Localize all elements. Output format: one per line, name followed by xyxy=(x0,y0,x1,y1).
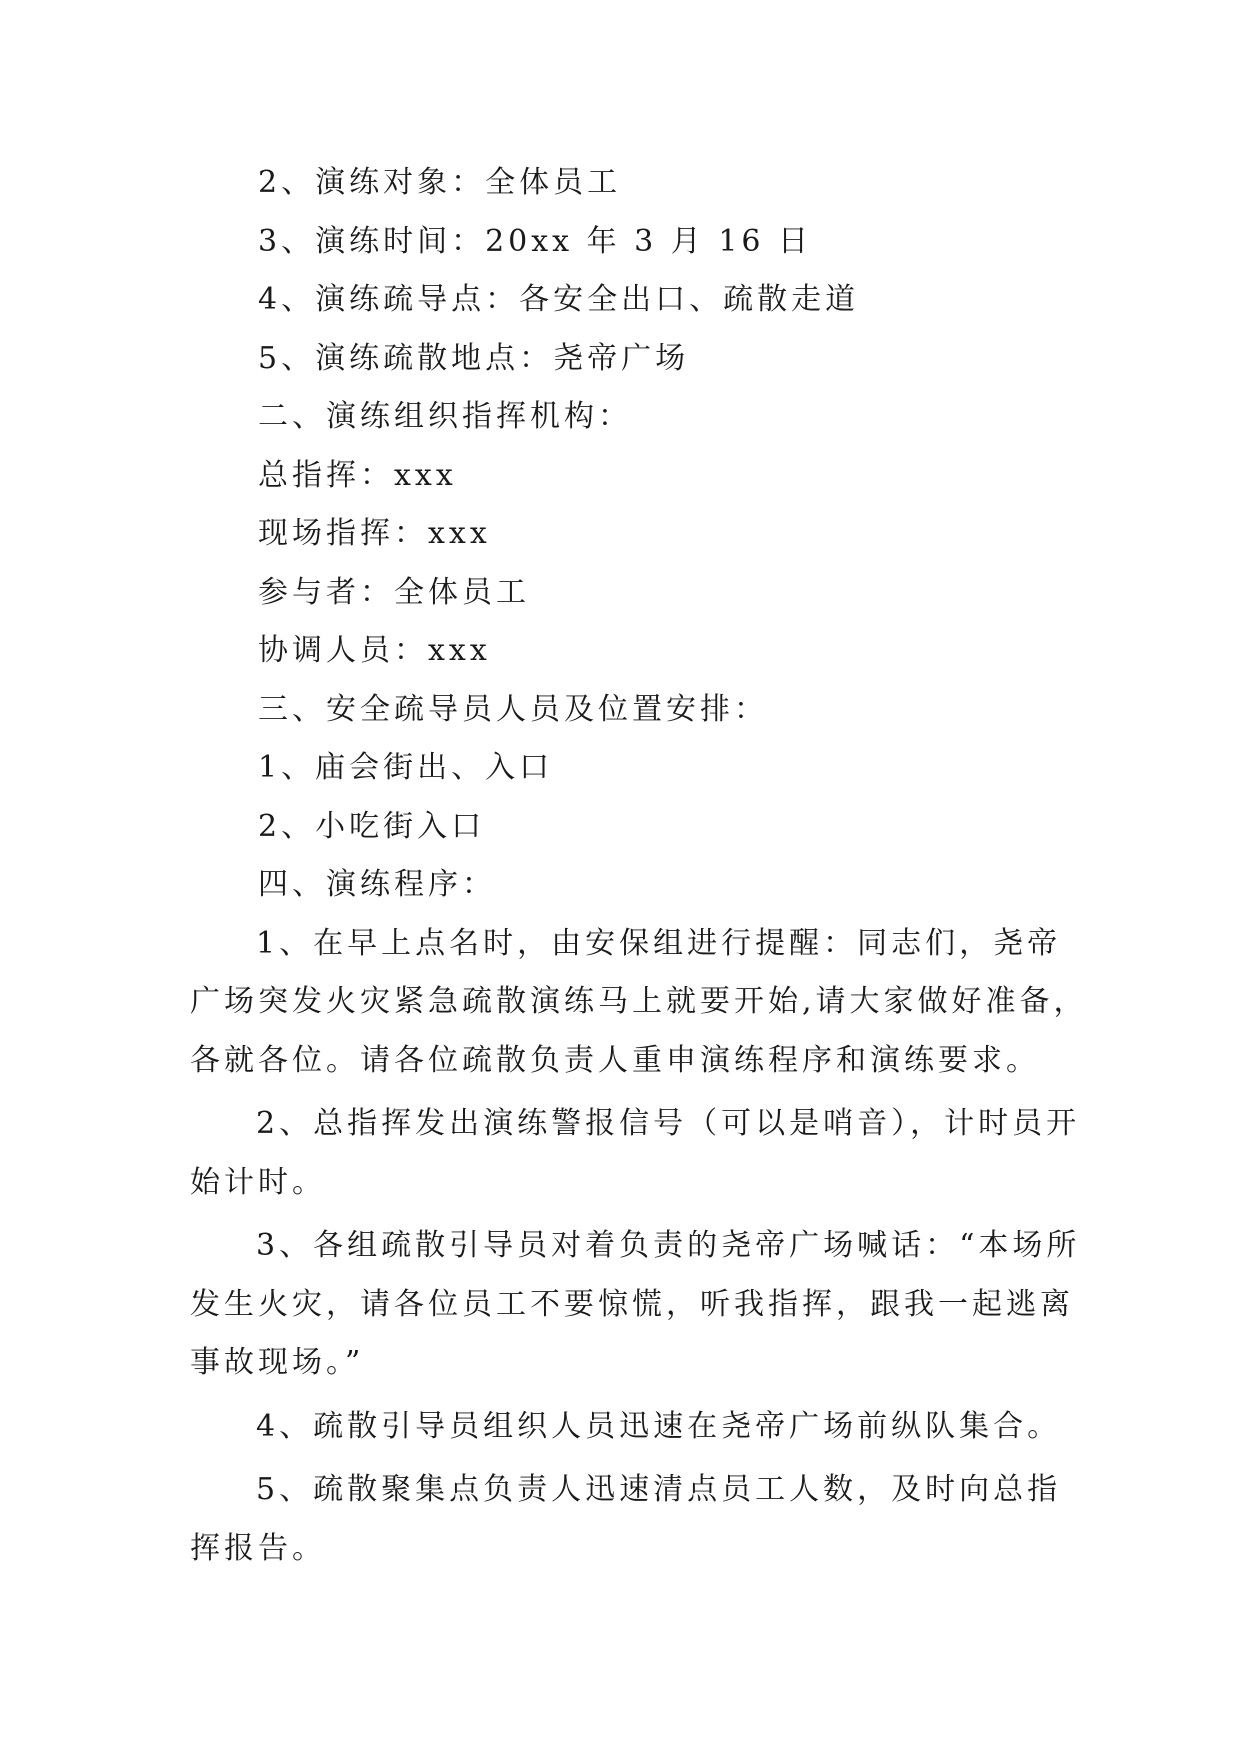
procedure-step-line: 事故现场。” xyxy=(190,1345,365,1380)
procedure-step-line: 发生火灾，请各位员工不要惊慌，听我指挥，跟我一起逃离 xyxy=(190,1286,1074,1322)
procedure-step xyxy=(190,1095,1081,1212)
procedure-step-line: 始计时。 xyxy=(190,1164,326,1200)
procedure-step-line: 5、疏散聚集点负责人迅速清点员工人数，及时向总指 xyxy=(256,1472,1062,1507)
role-commander: 总指挥：xxx xyxy=(258,457,457,493)
document-body xyxy=(190,154,1088,1583)
procedure-step-line: 广场突发火灾紧急疏散演练马上就要开始,请大家做好准备， xyxy=(190,984,1088,1019)
guide-location-item: 1、庙会街出、入口 xyxy=(258,750,554,785)
procedure-step xyxy=(190,1217,1081,1393)
section-heading-guides: 三、安全疏导员人员及位置安排： xyxy=(258,691,768,727)
procedure-step-line: 各就各位。请各位疏散负责人重申演练程序和演练要求。 xyxy=(190,1042,1040,1078)
list-item-target: 2、演练对象：全体员工 xyxy=(258,165,622,200)
list-item-evacuation-site: 5、演练疏散地点：尧帝广场 xyxy=(258,340,690,376)
list-item-guide-points: 4、演练疏导点：各安全出口、疏散走道 xyxy=(258,282,860,317)
role-site-commander: 现场指挥：xxx xyxy=(258,516,491,551)
procedure-step-line: 2、总指挥发出演练警报信号（可以是哨音），计时员开 xyxy=(256,1106,1081,1141)
section-heading-command: 二、演练组织指挥机构： xyxy=(258,399,632,434)
procedure-step-line: 挥报告。 xyxy=(190,1530,326,1566)
role-coordinators: 协调人员：xxx xyxy=(258,633,491,668)
section-heading-procedure: 四、演练程序： xyxy=(258,867,496,902)
procedure-step xyxy=(190,915,1088,1091)
list-item-time: 3、演练时间：20xx 年 3 月 16 日 xyxy=(258,223,813,259)
procedure-step xyxy=(190,1398,1062,1457)
procedure-step-line: 1、在早上点名时，由安保组进行提醒：同志们，尧帝 xyxy=(256,925,1062,961)
procedure-step-line: 3、各组疏散引导员对着负责的尧帝广场喊话：“本场所 xyxy=(256,1228,1081,1263)
procedure-step xyxy=(190,1461,1062,1578)
guide-location-item: 2、小吃街入口 xyxy=(258,808,486,844)
procedure-step-line: 4、疏散引导员组织人员迅速在尧帝广场前纵队集合。 xyxy=(256,1408,1062,1444)
role-participants: 参与者：全体员工 xyxy=(258,574,530,610)
